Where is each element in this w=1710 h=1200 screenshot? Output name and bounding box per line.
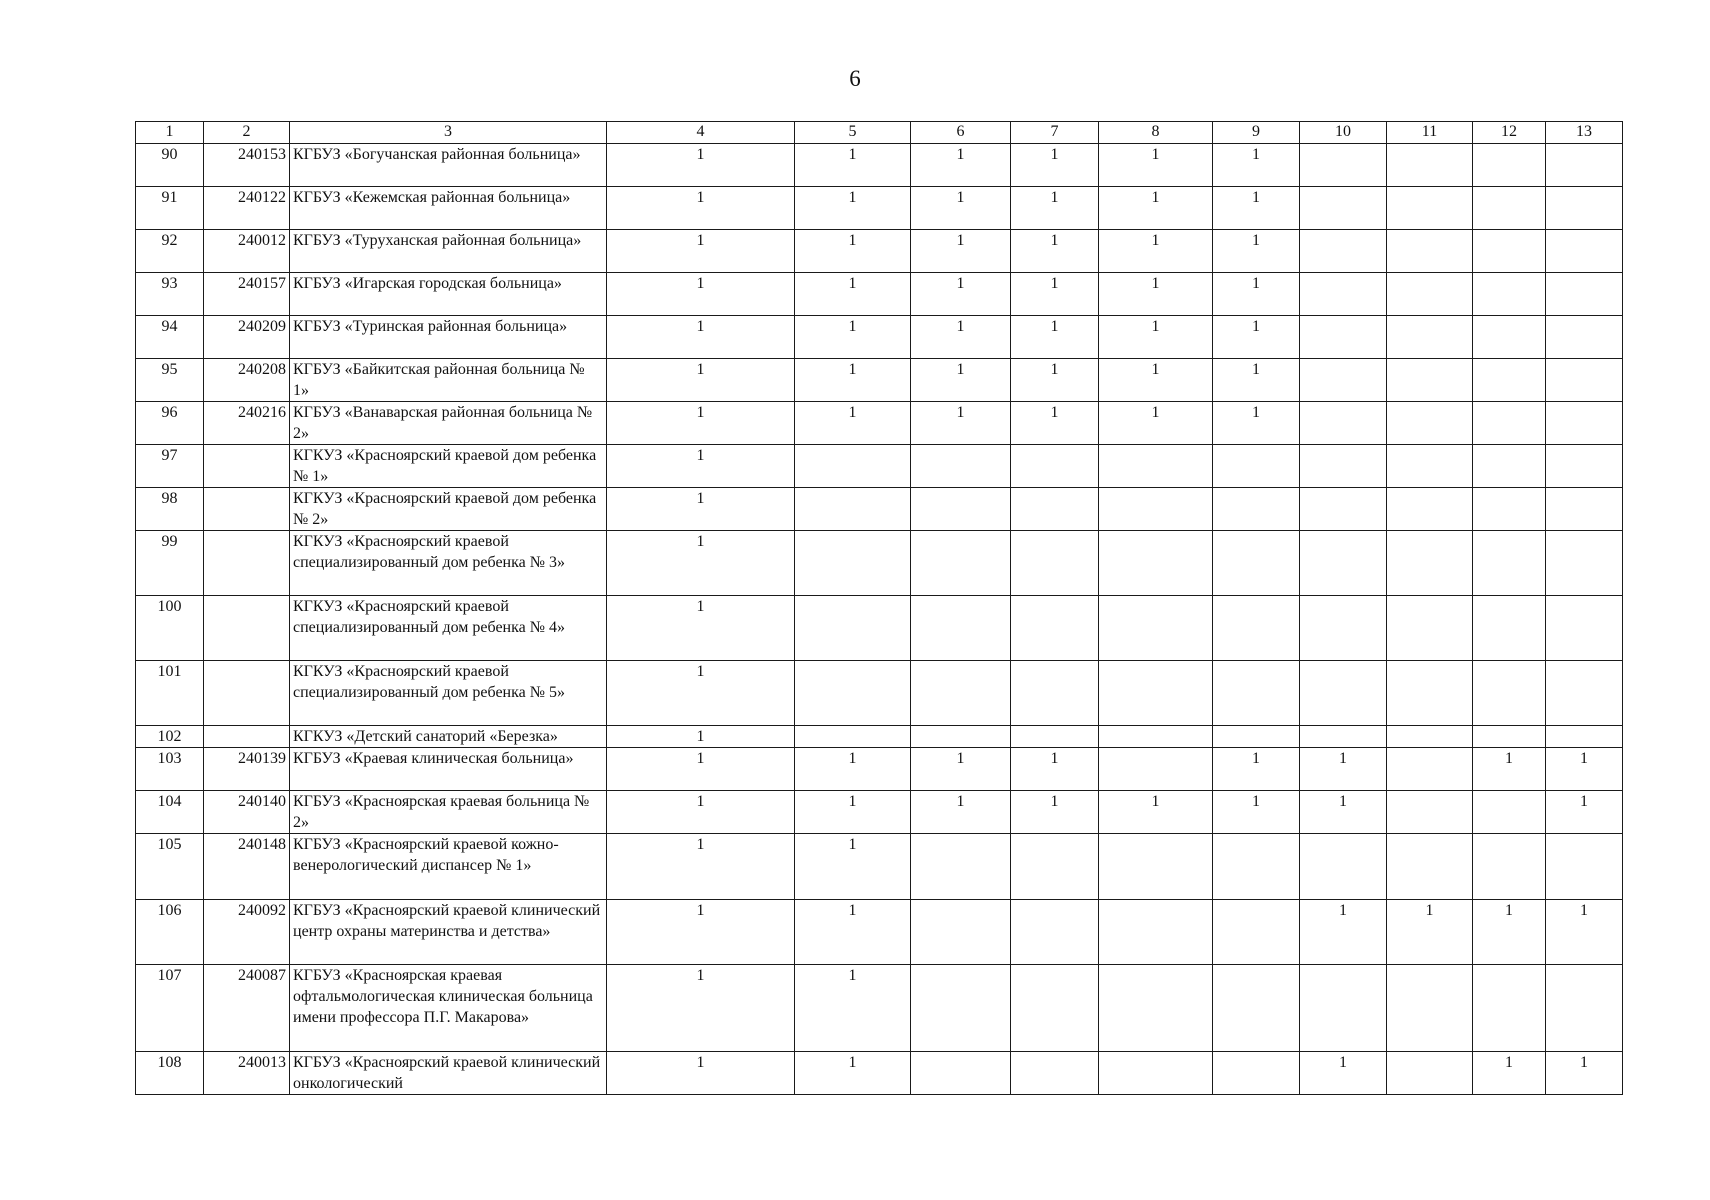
value-cell: 1 [607, 965, 795, 1052]
value-cell [1387, 273, 1473, 316]
value-cell: 1 [795, 900, 911, 965]
value-cell [1387, 661, 1473, 726]
value-cell [1300, 834, 1387, 900]
value-cell [911, 596, 1011, 661]
value-cell: 1 [1546, 900, 1623, 965]
value-cell: 1 [795, 965, 911, 1052]
value-cell: 1 [1213, 187, 1300, 230]
institution-name-cell: КГКУЗ «Красноярский краевой специализированный дом ребенка № 5» [290, 661, 607, 726]
institution-code-cell: 240209 [204, 316, 290, 359]
institution-code-cell: 240012 [204, 230, 290, 273]
table-row [136, 531, 1623, 596]
value-cell [1011, 488, 1099, 531]
value-cell [1473, 726, 1546, 748]
value-cell [1213, 531, 1300, 596]
value-cell [1387, 834, 1473, 900]
value-cell: 1 [1099, 316, 1213, 359]
value-cell [795, 445, 911, 488]
institution-code-cell [204, 445, 290, 488]
value-cell: 1 [911, 273, 1011, 316]
table-row [136, 187, 1623, 230]
value-cell: 1 [795, 359, 911, 402]
value-cell [1546, 273, 1623, 316]
value-cell [795, 726, 911, 748]
value-cell: 1 [795, 1052, 911, 1095]
value-cell [1300, 661, 1387, 726]
row-number-cell: 103 [136, 748, 204, 791]
institution-name-cell: КГБУЗ «Красноярская краевая офтальмологическая клиническая больница имени профессора П.Г. Макарова» [290, 965, 607, 1052]
institution-name-cell: КГКУЗ «Красноярский краевой специализированный дом ребенка № 3» [290, 531, 607, 596]
value-cell [1099, 726, 1213, 748]
value-cell: 1 [1213, 791, 1300, 834]
value-cell: 1 [795, 273, 911, 316]
table-row [136, 488, 1623, 531]
institution-code-cell: 240216 [204, 402, 290, 445]
column-number-row [136, 122, 1623, 144]
value-cell [1011, 965, 1099, 1052]
value-cell: 1 [1099, 791, 1213, 834]
table-row [136, 144, 1623, 187]
value-cell [1473, 445, 1546, 488]
institution-name-cell: КГБУЗ «Красноярская краевая больница № 2» [290, 791, 607, 834]
value-cell: 1 [795, 144, 911, 187]
value-cell [1473, 488, 1546, 531]
value-cell: 1 [607, 273, 795, 316]
institution-code-cell [204, 488, 290, 531]
value-cell [1213, 1052, 1300, 1095]
institution-name-cell: КГКУЗ «Красноярский краевой специализированный дом ребенка № 4» [290, 596, 607, 661]
value-cell [1011, 596, 1099, 661]
table-header [136, 122, 1623, 144]
value-cell: 1 [1387, 900, 1473, 965]
value-cell [1387, 316, 1473, 359]
institution-code-cell: 240092 [204, 900, 290, 965]
value-cell [1387, 144, 1473, 187]
value-cell: 1 [795, 187, 911, 230]
table-row [136, 900, 1623, 965]
value-cell [1300, 187, 1387, 230]
value-cell [1213, 834, 1300, 900]
value-cell [1473, 661, 1546, 726]
value-cell [1473, 187, 1546, 230]
value-cell [795, 531, 911, 596]
row-number-cell: 97 [136, 445, 204, 488]
value-cell [1300, 273, 1387, 316]
value-cell [1011, 531, 1099, 596]
row-number-cell: 93 [136, 273, 204, 316]
value-cell [1546, 965, 1623, 1052]
column-header: 12 [1473, 122, 1546, 144]
value-cell [1099, 531, 1213, 596]
value-cell [1473, 402, 1546, 445]
value-cell [1473, 273, 1546, 316]
value-cell: 1 [795, 748, 911, 791]
value-cell [1387, 791, 1473, 834]
value-cell [1099, 661, 1213, 726]
value-cell [1387, 1052, 1473, 1095]
institution-code-cell: 240140 [204, 791, 290, 834]
column-header: 5 [795, 122, 911, 144]
column-header: 8 [1099, 122, 1213, 144]
value-cell: 1 [1473, 900, 1546, 965]
value-cell [911, 661, 1011, 726]
value-cell: 1 [911, 144, 1011, 187]
value-cell: 1 [1011, 187, 1099, 230]
value-cell [1473, 965, 1546, 1052]
value-cell [1300, 316, 1387, 359]
value-cell [1473, 359, 1546, 402]
value-cell: 1 [1300, 1052, 1387, 1095]
value-cell: 1 [795, 230, 911, 273]
value-cell [1546, 834, 1623, 900]
column-header: 6 [911, 122, 1011, 144]
row-number-cell: 95 [136, 359, 204, 402]
value-cell: 1 [1473, 748, 1546, 791]
row-number-cell: 101 [136, 661, 204, 726]
institution-code-cell [204, 596, 290, 661]
value-cell [1546, 144, 1623, 187]
value-cell [911, 965, 1011, 1052]
table-row [136, 726, 1623, 748]
value-cell [1546, 230, 1623, 273]
table-row [136, 791, 1623, 834]
value-cell [1300, 402, 1387, 445]
row-number-cell: 98 [136, 488, 204, 531]
value-cell: 1 [607, 488, 795, 531]
value-cell: 1 [1546, 748, 1623, 791]
value-cell [1546, 488, 1623, 531]
value-cell [1099, 748, 1213, 791]
row-number-cell: 105 [136, 834, 204, 900]
table-row [136, 402, 1623, 445]
institution-code-cell: 240153 [204, 144, 290, 187]
table-body [136, 144, 1623, 1095]
value-cell [1300, 965, 1387, 1052]
value-cell [1213, 661, 1300, 726]
row-number-cell: 107 [136, 965, 204, 1052]
institution-code-cell: 240208 [204, 359, 290, 402]
institution-name-cell: КГКУЗ «Красноярский краевой дом ребенка № 2» [290, 488, 607, 531]
value-cell [1099, 445, 1213, 488]
value-cell: 1 [1099, 402, 1213, 445]
value-cell [1300, 144, 1387, 187]
value-cell: 1 [911, 791, 1011, 834]
institution-name-cell: КГБУЗ «Туруханская районная больница» [290, 230, 607, 273]
value-cell [1099, 834, 1213, 900]
value-cell: 1 [1011, 316, 1099, 359]
institution-name-cell: КГБУЗ «Игарская городская больница» [290, 273, 607, 316]
value-cell [1387, 488, 1473, 531]
value-cell [1011, 445, 1099, 488]
value-cell [1011, 834, 1099, 900]
value-cell [1473, 596, 1546, 661]
value-cell: 1 [1099, 273, 1213, 316]
institution-name-cell: КГБУЗ «Байкитская районная больница № 1» [290, 359, 607, 402]
value-cell [1473, 316, 1546, 359]
column-header: 9 [1213, 122, 1300, 144]
institution-code-cell: 240087 [204, 965, 290, 1052]
column-header: 1 [136, 122, 204, 144]
value-cell: 1 [1546, 791, 1623, 834]
value-cell: 1 [795, 402, 911, 445]
column-header: 10 [1300, 122, 1387, 144]
value-cell: 1 [607, 726, 795, 748]
row-number-cell: 91 [136, 187, 204, 230]
value-cell: 1 [607, 187, 795, 230]
value-cell [1473, 144, 1546, 187]
value-cell: 1 [1011, 791, 1099, 834]
value-cell [795, 488, 911, 531]
value-cell: 1 [1099, 187, 1213, 230]
institution-code-cell [204, 726, 290, 748]
value-cell [1300, 531, 1387, 596]
institution-code-cell: 240139 [204, 748, 290, 791]
value-cell: 1 [1300, 900, 1387, 965]
value-cell [1300, 726, 1387, 748]
value-cell: 1 [795, 834, 911, 900]
value-cell: 1 [1546, 1052, 1623, 1095]
value-cell: 1 [607, 596, 795, 661]
value-cell: 1 [1011, 748, 1099, 791]
value-cell [1546, 661, 1623, 726]
value-cell: 1 [1099, 144, 1213, 187]
value-cell [1011, 726, 1099, 748]
value-cell [1546, 726, 1623, 748]
value-cell [1546, 596, 1623, 661]
value-cell: 1 [1213, 748, 1300, 791]
table-row [136, 1052, 1623, 1095]
value-cell [1473, 531, 1546, 596]
value-cell: 1 [1011, 402, 1099, 445]
value-cell: 1 [607, 834, 795, 900]
value-cell [911, 834, 1011, 900]
value-cell: 1 [1011, 144, 1099, 187]
table-row [136, 359, 1623, 402]
value-cell: 1 [795, 316, 911, 359]
institution-name-cell: КГБУЗ «Красноярский краевой клинический онкологический [290, 1052, 607, 1095]
value-cell [1546, 445, 1623, 488]
row-number-cell: 100 [136, 596, 204, 661]
value-cell [1546, 359, 1623, 402]
value-cell [1300, 359, 1387, 402]
value-cell [1011, 1052, 1099, 1095]
institution-name-cell: КГКУЗ «Красноярский краевой дом ребенка № 1» [290, 445, 607, 488]
institution-name-cell: КГБУЗ «Красноярский краевой кожно-венерологический диспансер № 1» [290, 834, 607, 900]
value-cell [1213, 965, 1300, 1052]
column-header: 13 [1546, 122, 1623, 144]
value-cell [1213, 900, 1300, 965]
value-cell: 1 [607, 791, 795, 834]
value-cell [1387, 596, 1473, 661]
value-cell [911, 445, 1011, 488]
table-row [136, 230, 1623, 273]
institution-code-cell: 240122 [204, 187, 290, 230]
column-header: 3 [290, 122, 607, 144]
value-cell: 1 [1213, 316, 1300, 359]
value-cell: 1 [1213, 359, 1300, 402]
table-row [136, 316, 1623, 359]
column-header: 4 [607, 122, 795, 144]
value-cell: 1 [911, 402, 1011, 445]
value-cell: 1 [607, 1052, 795, 1095]
value-cell [795, 596, 911, 661]
value-cell [1099, 596, 1213, 661]
value-cell [1099, 965, 1213, 1052]
table-row [136, 596, 1623, 661]
value-cell [795, 661, 911, 726]
value-cell: 1 [607, 661, 795, 726]
value-cell: 1 [607, 445, 795, 488]
value-cell [1387, 187, 1473, 230]
table-row [136, 273, 1623, 316]
value-cell: 1 [1213, 144, 1300, 187]
institution-code-cell [204, 661, 290, 726]
value-cell: 1 [1300, 748, 1387, 791]
value-cell [1300, 596, 1387, 661]
value-cell [1387, 359, 1473, 402]
row-number-cell: 90 [136, 144, 204, 187]
value-cell [1546, 187, 1623, 230]
table-row [136, 661, 1623, 726]
value-cell [1300, 488, 1387, 531]
value-cell: 1 [607, 359, 795, 402]
value-cell: 1 [1099, 230, 1213, 273]
institution-name-cell: КГБУЗ «Кежемская районная больница» [290, 187, 607, 230]
value-cell [911, 726, 1011, 748]
value-cell: 1 [911, 748, 1011, 791]
value-cell [1300, 230, 1387, 273]
value-cell: 1 [1011, 359, 1099, 402]
value-cell: 1 [1099, 359, 1213, 402]
value-cell [911, 900, 1011, 965]
column-header: 11 [1387, 122, 1473, 144]
value-cell: 1 [607, 230, 795, 273]
institution-name-cell: КГКУЗ «Детский санаторий «Березка» [290, 726, 607, 748]
value-cell [1213, 445, 1300, 488]
value-cell [1099, 1052, 1213, 1095]
institution-name-cell: КГБУЗ «Краевая клиническая больница» [290, 748, 607, 791]
value-cell: 1 [607, 402, 795, 445]
value-cell [1011, 661, 1099, 726]
value-cell [1387, 726, 1473, 748]
value-cell: 1 [795, 791, 911, 834]
value-cell [911, 531, 1011, 596]
page-number: 6 [849, 66, 861, 91]
value-cell [1213, 596, 1300, 661]
row-number-cell: 102 [136, 726, 204, 748]
institution-code-cell: 240157 [204, 273, 290, 316]
row-number-cell: 92 [136, 230, 204, 273]
column-header: 2 [204, 122, 290, 144]
value-cell: 1 [1213, 273, 1300, 316]
value-cell [1213, 726, 1300, 748]
column-header: 7 [1011, 122, 1099, 144]
value-cell: 1 [1011, 273, 1099, 316]
row-number-cell: 108 [136, 1052, 204, 1095]
value-cell: 1 [607, 900, 795, 965]
value-cell [1546, 402, 1623, 445]
value-cell [1387, 531, 1473, 596]
value-cell: 1 [1213, 402, 1300, 445]
value-cell [1213, 488, 1300, 531]
value-cell [1099, 488, 1213, 531]
value-cell: 1 [607, 531, 795, 596]
table-row [136, 445, 1623, 488]
value-cell: 1 [607, 144, 795, 187]
institution-name-cell: КГБУЗ «Красноярский краевой клинический центр охраны материнства и детства» [290, 900, 607, 965]
value-cell [1473, 791, 1546, 834]
value-cell: 1 [911, 230, 1011, 273]
value-cell [1473, 230, 1546, 273]
value-cell [1473, 834, 1546, 900]
institution-name-cell: КГБУЗ «Туринская районная больница» [290, 316, 607, 359]
institution-code-cell: 240013 [204, 1052, 290, 1095]
value-cell [1387, 402, 1473, 445]
table-row [136, 748, 1623, 791]
value-cell: 1 [1473, 1052, 1546, 1095]
value-cell: 1 [607, 316, 795, 359]
value-cell [1387, 445, 1473, 488]
table-row [136, 834, 1623, 900]
row-number-cell: 99 [136, 531, 204, 596]
table-row [136, 965, 1623, 1052]
institutions-table [135, 121, 1623, 1095]
institution-code-cell: 240148 [204, 834, 290, 900]
value-cell: 1 [911, 187, 1011, 230]
institution-name-cell: КГБУЗ «Богучанская районная больница» [290, 144, 607, 187]
value-cell: 1 [607, 748, 795, 791]
value-cell [1011, 900, 1099, 965]
row-number-cell: 104 [136, 791, 204, 834]
value-cell [1387, 965, 1473, 1052]
value-cell [911, 488, 1011, 531]
value-cell [1099, 900, 1213, 965]
value-cell [911, 1052, 1011, 1095]
value-cell [1387, 230, 1473, 273]
institution-code-cell [204, 531, 290, 596]
value-cell [1546, 531, 1623, 596]
value-cell [1387, 748, 1473, 791]
row-number-cell: 94 [136, 316, 204, 359]
value-cell: 1 [1300, 791, 1387, 834]
value-cell [1546, 316, 1623, 359]
value-cell: 1 [1011, 230, 1099, 273]
row-number-cell: 96 [136, 402, 204, 445]
institution-name-cell: КГБУЗ «Ванаварская районная больница № 2» [290, 402, 607, 445]
value-cell [1300, 445, 1387, 488]
row-number-cell: 106 [136, 900, 204, 965]
value-cell: 1 [911, 359, 1011, 402]
value-cell: 1 [911, 316, 1011, 359]
value-cell: 1 [1213, 230, 1300, 273]
